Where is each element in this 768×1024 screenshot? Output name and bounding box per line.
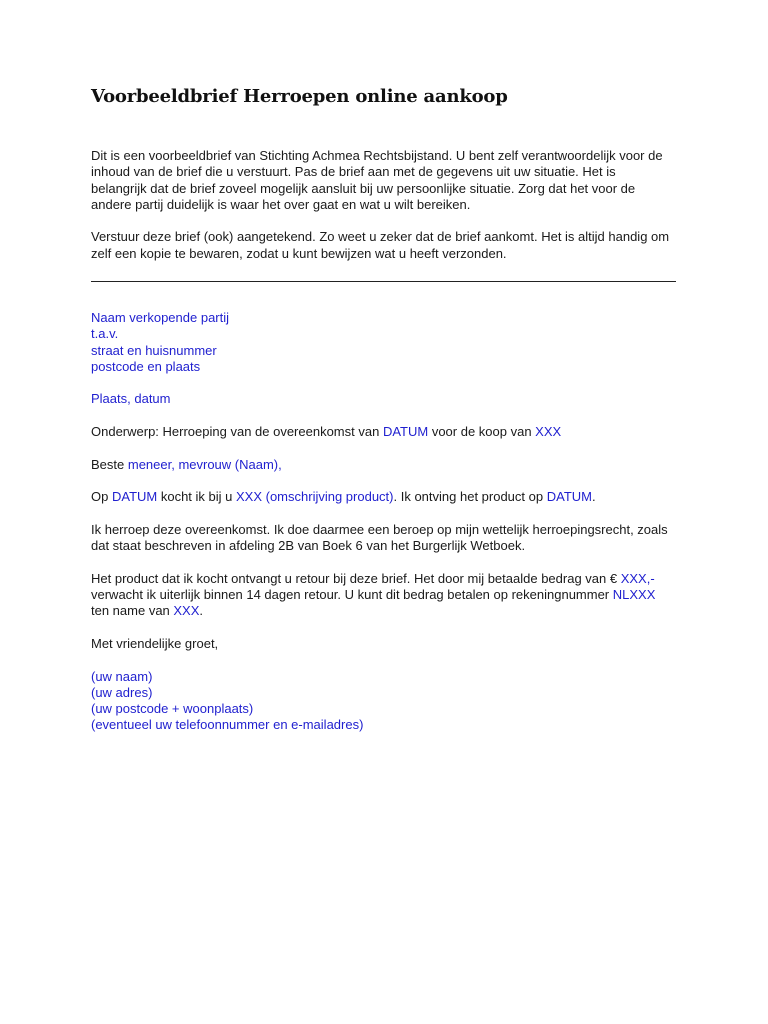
intro-line: belangrijk dat de brief zoveel mogelijk aansluit bij uw persoonlijke situatie. Zorg dat het voor de	[91, 180, 636, 196]
signature-line: (uw naam)	[91, 668, 153, 684]
signature-line: (eventueel uw telefoonnummer en e-mailadres)	[91, 717, 364, 733]
intro-line: inhoud van de brief die u verstuurt. Pas de brief aan met de gegevens uit uw situatie. Het is	[91, 164, 616, 180]
letter-body	[91, 310, 681, 750]
signature-line: (uw postcode + woonplaats)	[91, 701, 254, 717]
refund-paragraph	[91, 571, 681, 620]
purchase-date-placeholder: DATUM	[111, 489, 158, 505]
horizontal-divider	[91, 281, 676, 282]
address-line: Naam verkopende partij	[91, 310, 230, 325]
closing	[91, 636, 681, 652]
amount-placeholder: XXX,-	[620, 570, 655, 586]
salutation-name-placeholder: meneer, mevrouw (Naam),	[127, 456, 282, 472]
subject-middle: voor de koop van	[428, 424, 536, 440]
intro-section	[91, 148, 681, 278]
intro-paragraph-2	[91, 229, 681, 262]
intro-paragraph-1	[91, 148, 681, 213]
intro-line: Verstuur deze brief (ook) aangetekend. Zo weet u zeker dat de brief aankomt. Het is altijd handig om	[91, 229, 670, 245]
withdrawal-paragraph	[91, 522, 681, 555]
intro-line: zelf een kopie te bewaren, zodat u kunt bewijzen wat u heeft verzonden.	[91, 245, 507, 261]
intro-line: Dit is een voorbeeldbrief van Stichting Achmea Rechtsbijstand. U bent zelf verantwoordelijk voor de	[91, 148, 663, 163]
refund-text: .	[199, 603, 204, 619]
withdrawal-line: dat staat beschreven in afdeling 2B van Boek 6 van het Burgerlijk Wetboek.	[91, 538, 526, 554]
document-title: Voorbeeldbrief Herroepen online aankoop	[91, 86, 508, 107]
product-placeholder: XXX (omschrijving product)	[236, 489, 394, 505]
intro-line: andere partij duidelijk is waar het over gaat en wat u wilt bereiken.	[91, 196, 471, 212]
purchase-paragraph	[91, 489, 681, 505]
refund-text: Het product dat ik kocht ontvangt u retour bij deze brief. Het door mij betaalde bedrag van €	[91, 570, 621, 586]
subject-date-placeholder: DATUM	[382, 424, 429, 440]
address-line: straat en huisnummer	[91, 342, 217, 358]
receipt-date-placeholder: DATUM	[546, 489, 592, 505]
salutation-prefix: Beste	[91, 456, 128, 472]
subject-prefix: Onderwerp: Herroeping van de overeenkomst van	[91, 424, 383, 440]
subject-line	[91, 424, 681, 440]
iban-placeholder: NLXXX	[612, 587, 656, 603]
purchase-text: kocht ik bij u	[157, 489, 236, 505]
signature-line: (uw adres)	[91, 684, 153, 700]
purchase-text: Op	[91, 489, 112, 505]
recipient-address	[91, 310, 681, 375]
purchase-text: . Ik ontving het product op	[393, 489, 547, 505]
place-date	[91, 391, 681, 407]
refund-text: ten name van	[91, 603, 174, 619]
refund-text: verwacht ik uiterlijk binnen 14 dagen retour. U kunt dit bedrag betalen op rekeningnummer	[91, 587, 613, 603]
address-line: t.a.v.	[91, 326, 119, 342]
signature-block	[91, 669, 681, 734]
account-name-placeholder: XXX	[173, 603, 200, 619]
purchase-text: .	[591, 489, 596, 505]
closing-text: Met vriendelijke groet,	[91, 635, 219, 651]
withdrawal-line: Ik herroep deze overeenkomst. Ik doe daarmee een beroep op mijn wettelijk herroepingsrecht, zoals	[91, 521, 668, 537]
salutation	[91, 457, 681, 473]
address-line: postcode en plaats	[91, 358, 201, 374]
subject-item-placeholder: XXX	[535, 424, 562, 440]
place-date-text: Plaats, datum	[91, 391, 171, 407]
